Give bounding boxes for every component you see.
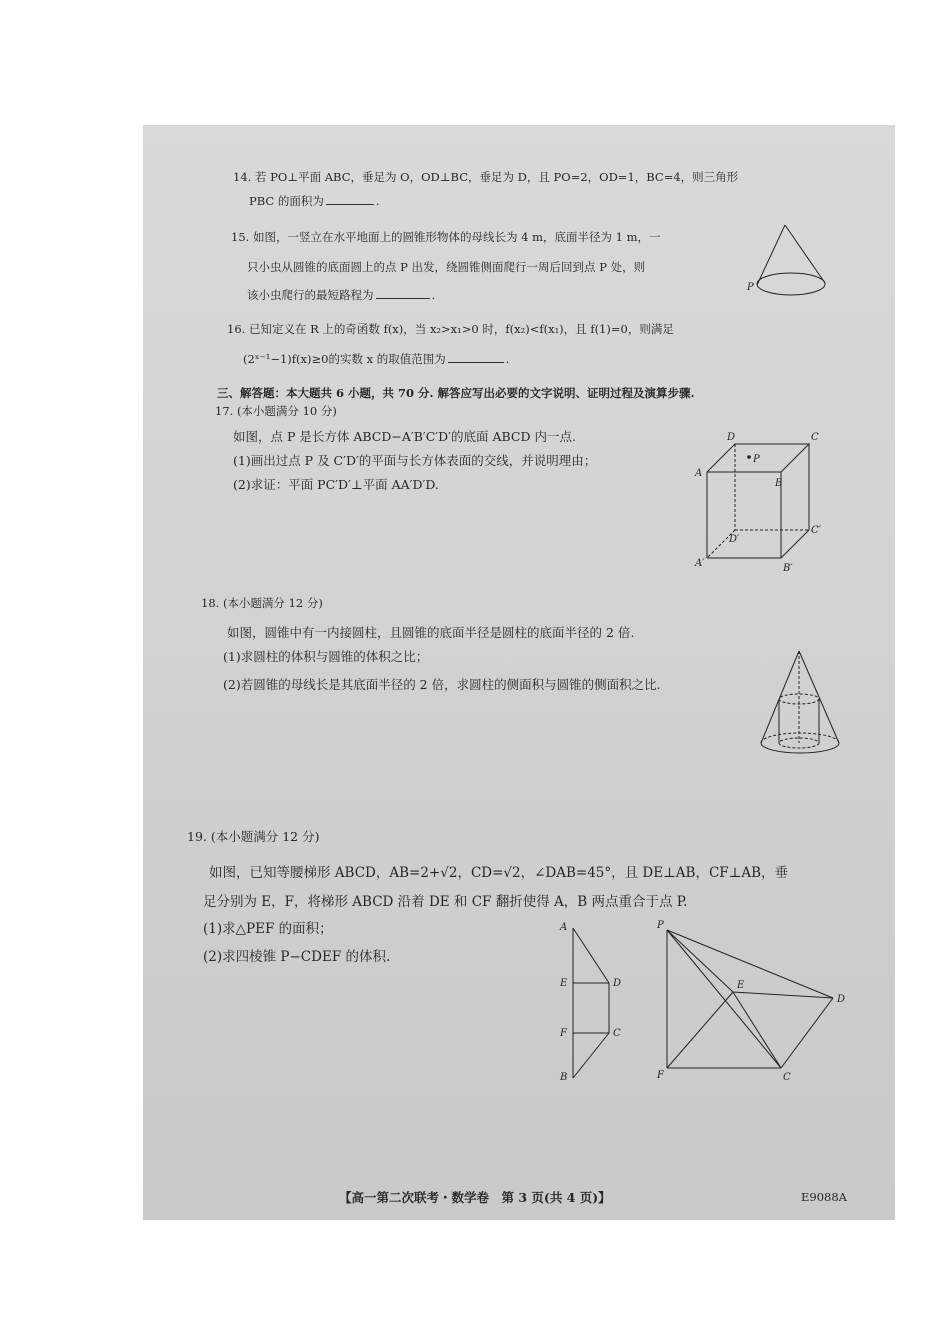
label-d: D (837, 994, 846, 1005)
q15-line1: 15. 如图，一竖立在水平地面上的圆锥形物体的母线长为 4 m，底面半径为 1 m，一 (231, 230, 661, 244)
section-heading: 三、解答题：本大题共 6 小题，共 70 分. 解答应写出必要的文字说明、证明过程及演算步骤. (217, 386, 695, 400)
q15-line2: 只小虫从圆锥的底面圆上的点 P 出发，绕圆锥侧面爬行一周后回到点 P 处，则 (247, 260, 646, 274)
q19-heading: 19. (本小题满分 12 分) (187, 829, 320, 844)
label-c: C (811, 432, 819, 443)
q15-line3 (247, 287, 435, 303)
q15-line3-text: 该小虫爬行的最短路程为 (247, 288, 374, 302)
q16-line2-text: (2ˣ⁻¹−1)f(x)≥0的实数 x 的取值范围为 (243, 352, 446, 366)
label-d: D (727, 432, 736, 443)
label-p: P (747, 282, 754, 293)
answer-blank (376, 288, 430, 299)
q15-line3-end: . (431, 288, 436, 302)
exam-page (143, 125, 895, 1220)
label-d-prime: D′ (729, 534, 740, 545)
q16-line2 (243, 351, 509, 367)
label-p: P (753, 454, 760, 465)
label-d: D (613, 978, 622, 989)
q17-heading: 17. (本小题满分 10 分) (215, 404, 337, 418)
q19-line4: (2)求四棱锥 P−CDEF 的体积. (203, 949, 391, 965)
q19-line3: (1)求△PEF 的面积； (203, 921, 333, 937)
q19-line2: 足分别为 E，F，将梯形 ABCD 沿着 DE 和 CF 翻折使得 A，B 两点重合于点 P. (203, 894, 688, 910)
cuboid-figure-q17 (693, 430, 843, 575)
q16-line2-end: . (505, 352, 510, 366)
q18-heading: 18. (本小题满分 12 分) (201, 596, 323, 610)
pyramid-figure-q19 (653, 920, 853, 1085)
label-b: B (775, 478, 783, 489)
answer-blank (326, 194, 374, 205)
q14-line2-end: . (375, 194, 380, 208)
label-c: C (783, 1072, 791, 1083)
q14-line1: 14. 若 PO⊥平面 ABC，垂足为 O，OD⊥BC，垂足为 D，且 PO=2，OD=1，BC=4，则三角形 (233, 170, 739, 184)
footer-code: E9088A (801, 1190, 847, 1204)
label-a-prime: A′ (695, 558, 705, 569)
label-c-prime: C′ (811, 525, 821, 536)
q18-line2: (1)求圆柱的体积与圆锥的体积之比； (223, 649, 429, 664)
label-e: E (737, 980, 745, 991)
label-c: C (613, 1028, 621, 1039)
q14-line2 (249, 193, 380, 209)
label-f: F (657, 1070, 664, 1081)
q18-line3: (2)若圆锥的母线长是其底面半径的 2 倍，求圆柱的侧面积与圆锥的侧面积之比. (223, 677, 661, 692)
q16-line1: 16. 已知定义在 R 上的奇函数 f(x)，当 x₂>x₁>0 时，f(x₂)<f(x₁)，且 f(1)=0，则满足 (227, 322, 674, 336)
q14-line2-text: PBC 的面积为 (249, 194, 324, 208)
label-e: E (560, 978, 568, 989)
q19-line1: 如图，已知等腰梯形 ABCD，AB=2+√2，CD=√2，∠DAB=45°，且 DE⊥AB，CF⊥AB，垂 (209, 865, 789, 881)
q17-line1: 如图，点 P 是长方体 ABCD−A′B′C′D′的底面 ABCD 内一点. (233, 429, 576, 444)
q17-line3: (2)求证：平面 PC′D′⊥平面 AA′D′D. (233, 477, 439, 492)
cone-cylinder-figure-q18 (755, 647, 850, 762)
label-a: A (695, 468, 703, 479)
label-f: F (560, 1028, 567, 1039)
label-b-prime: B′ (783, 563, 793, 574)
label-a: A (560, 922, 568, 933)
q18-line1: 如图，圆锥中有一内接圆柱，且圆锥的底面半径是圆柱的底面半径的 2 倍. (227, 625, 635, 640)
footer-title: 【高一第二次联考・数学卷 第 3 页(共 4 页)】 (339, 1190, 611, 1205)
answer-blank (448, 352, 504, 363)
cone-figure-q15 (743, 220, 833, 305)
label-p: P (657, 920, 664, 931)
label-b: B (560, 1072, 568, 1083)
q17-line2: (1)画出过点 P 及 C′D′的平面与长方体表面的交线，并说明理由； (233, 453, 597, 468)
trapezoid-figure-q19 (555, 920, 635, 1090)
